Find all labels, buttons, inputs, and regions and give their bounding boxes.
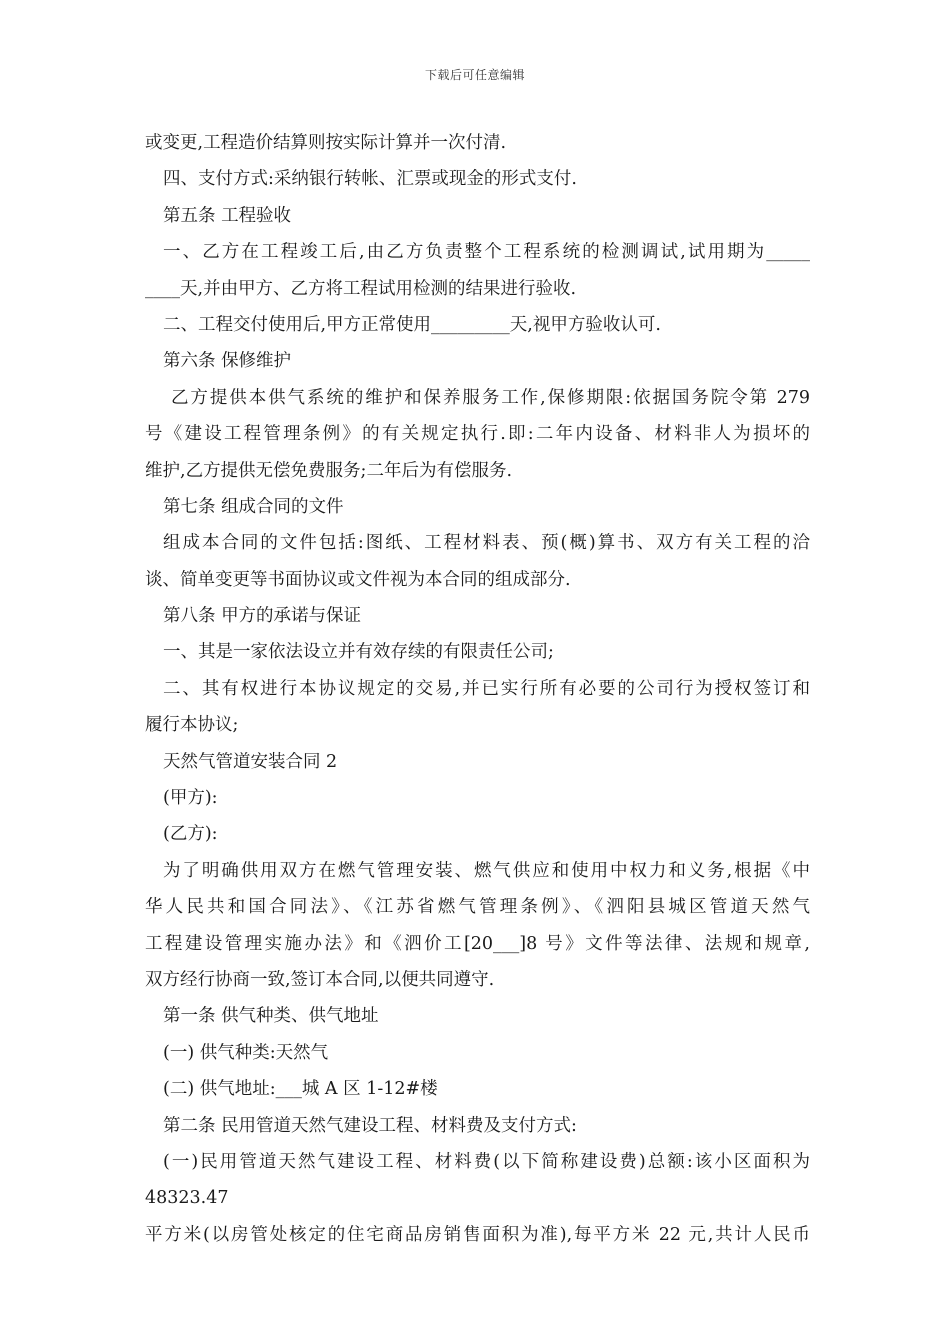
text-line: 二、其有权进行本协议规定的交易,并已实行所有必要的公司行为授权签订和 — [163, 678, 810, 699]
text-line: 二、工程交付使用后,甲方正常使用_________天,视甲方验收认可. — [163, 314, 661, 335]
text-line: 号《建设工程管理条例》的有关规定执行.即:二年内设备、材料非人为损坏的 — [145, 424, 810, 445]
document-body — [145, 125, 810, 1253]
text-line: (一) 供气种类:天然气 — [163, 1042, 329, 1063]
text-line: 维护,乙方提供无偿免费服务;二年后为有偿服务. — [145, 460, 513, 481]
section-heading: 第二条 民用管道天然气建设工程、材料费及支付方式: — [163, 1115, 577, 1136]
text-line: 组成本合同的文件包括:图纸、工程材料表、预(概)算书、双方有关工程的洽 — [163, 533, 810, 554]
text-line: ____天,并由甲方、乙方将工程试用检测的结果进行验收. — [145, 278, 577, 299]
text-line: 或变更,工程造价结算则按实际计算并一次付清. — [145, 133, 507, 153]
text-line: 四、支付方式:采纳银行转帐、汇票或现金的形式支付. — [163, 169, 577, 190]
text-line: 为了明确供用双方在燃气管理安装、燃气供应和使用中权力和义务,根据《中 — [163, 860, 810, 881]
header-note: 下载后可任意编辑 — [424, 68, 525, 82]
section-heading: 第六条 保修维护 — [163, 351, 292, 372]
section-heading: 第五条 工程验收 — [163, 205, 292, 226]
text-line: 一、其是一家依法设立并有效存续的有限责任公司; — [163, 642, 554, 663]
party-a-label: (甲方): — [163, 788, 218, 809]
text-line: 谈、简单变更等书面协议或文件视为本合同的组成部分. — [145, 569, 571, 590]
text-line: (二) 供气地址:___城 A 区 1-12#楼 — [163, 1079, 438, 1100]
contract-title: 天然气管道安装合同 2 — [163, 751, 338, 772]
text-line: 华人民共和国合同法》、《江苏省燃气管理条例》、《泗阳县城区管道天然气 — [145, 897, 810, 918]
text-line: 乙方提供本供气系统的维护和保养服务工作,保修期限:依据国务院令第 279 — [171, 387, 810, 408]
text-line: 双方经行协商一致,签订本合同,以便共同遵守. — [145, 969, 495, 990]
party-b-label: (乙方): — [163, 824, 218, 845]
text-line: 一、乙方在工程竣工后,由乙方负责整个工程系统的检测调试,试用期为_____ — [163, 242, 810, 263]
text-line: 工程建设管理实施办法》和《泗价工[20___]8 号》文件等法律、法规和规章, — [145, 933, 810, 954]
section-heading: 第七条 组成合同的文件 — [163, 496, 344, 517]
text-line: (一)民用管道天然气建设工程、材料费(以下简称建设费)总额:该小区面积为 — [163, 1151, 810, 1172]
section-heading: 第八条 甲方的承诺与保证 — [163, 606, 362, 627]
text-line: 履行本协议; — [145, 715, 239, 736]
section-heading: 第一条 供气种类、供气地址 — [163, 1006, 379, 1027]
text-line: 48323.47 — [145, 1188, 229, 1209]
text-line: 平方米(以房管处核定的住宅商品房销售面积为准),每平方米 22 元,共计人民币 — [145, 1224, 810, 1245]
